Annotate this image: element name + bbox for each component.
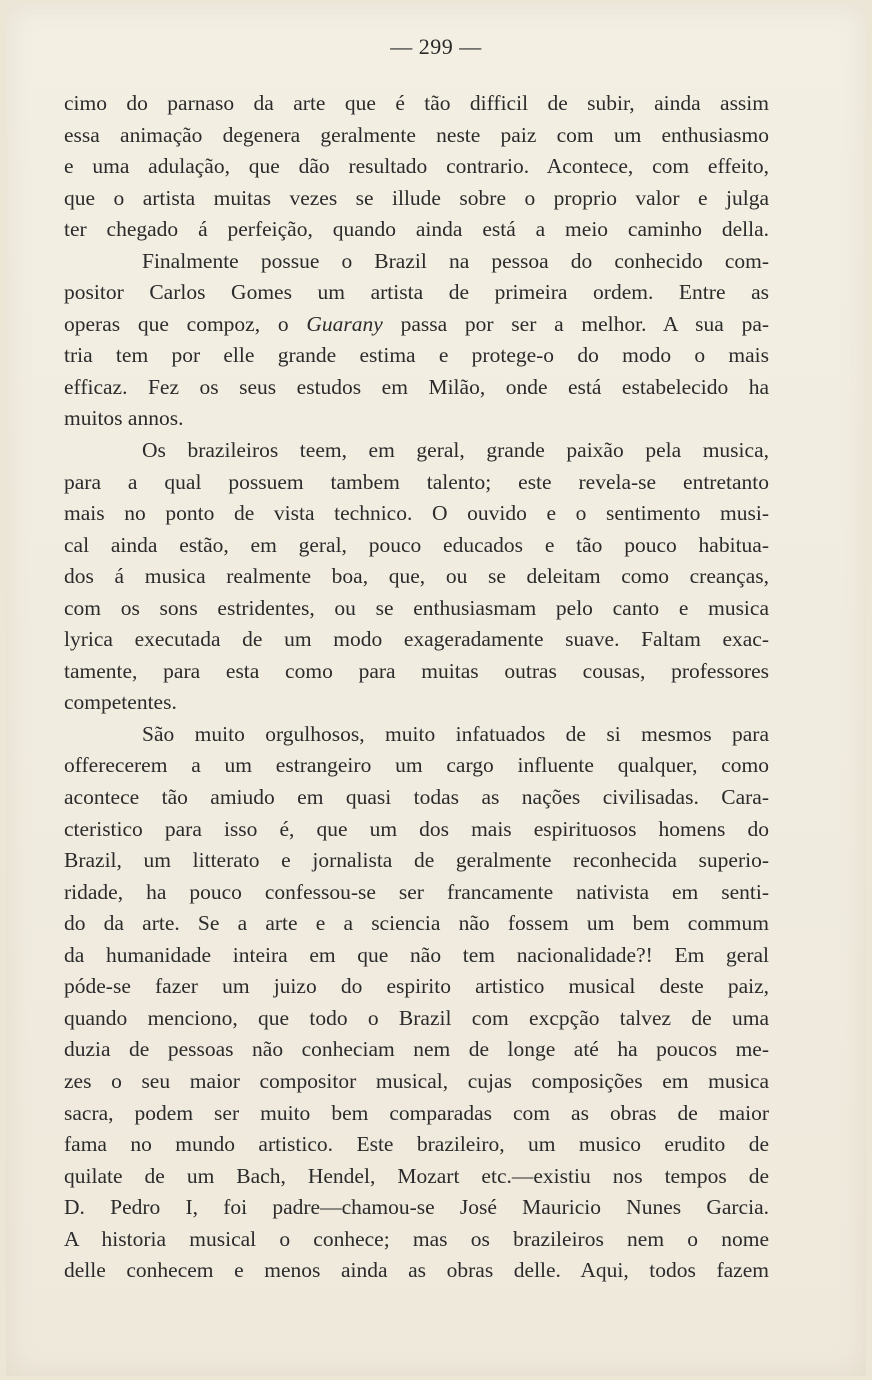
text-line: efficaz. Fez os seus estudos em Milão, onde está estabelecido ha — [64, 374, 769, 399]
text-line: duzia de pessoas não conheciam nem de longe até ha poucos me- — [64, 1037, 769, 1062]
text-line: do da arte. Se a arte e a sciencia não fossem um bem commum — [64, 911, 769, 936]
text-line: que o artista muitas vezes se illude sobre o proprio valor e julga — [64, 185, 769, 210]
text-line: ter chegado á perfeição, quando ainda está a meio caminho della. — [64, 217, 769, 242]
text-line: fama no mundo artistico. Este brazileiro, um musico erudito de — [64, 1132, 769, 1157]
paragraph-start-line: Finalmente possue o Brazil na pessoa do conhecido com- — [142, 248, 769, 273]
text-line: tria tem por elle grande estima e protege-o do modo o mais — [64, 343, 769, 368]
text-line: cal ainda estão, em geral, pouco educados e tão pouco habitua- — [64, 532, 769, 557]
text-line: com os sons estridentes, ou se enthusiasmam pelo canto e musica — [64, 595, 769, 620]
text-line: positor Carlos Gomes um artista de primeira ordem. Entre as — [64, 280, 769, 305]
text-line: e uma adulação, que dão resultado contrario. Acontece, com effeito, — [64, 154, 769, 179]
text-line: zes o seu maior compositor musical, cujas composições em musica — [64, 1068, 769, 1093]
text-line: acontece tão amiudo em quasi todas as nações civilisadas. Cara- — [64, 785, 769, 810]
text-line: dos á musica realmente boa, que, ou se deleitam como creanças, — [64, 564, 769, 589]
text-line: tamente, para esta como para muitas outras cousas, professores — [64, 658, 769, 683]
text-line: Brazil, um litterato e jornalista de geralmente reconhecida superio- — [64, 848, 769, 873]
text-line: póde-se fazer um juizo do espirito artistico musical deste paiz, — [64, 974, 769, 999]
text-segment: operas que compoz, o — [64, 311, 289, 336]
body-text — [64, 88, 769, 1287]
paragraph-start-line: Os brazileiros teem, em geral, grande paixão pela musica, — [142, 438, 769, 463]
paragraph-end-line: competentes. — [64, 690, 177, 715]
text-line: quilate de um Bach, Hendel, Mozart etc.—existiu nos tempos de — [64, 1163, 769, 1188]
text-segment: passa por ser a melhor. A sua pa- — [400, 311, 769, 336]
text-line: quando menciono, que todo o Brazil com excpção talvez de uma — [64, 1005, 769, 1030]
opera-title-italic: Guarany — [306, 311, 383, 336]
text-line: sacra, podem ser muito bem comparadas com as obras de maior — [64, 1100, 769, 1125]
text-line: lyrica executada de um modo exageradamente suave. Faltam exac- — [64, 627, 769, 652]
paragraph-start-line: São muito orgulhosos, muito infatuados de si mesmos para — [142, 721, 769, 746]
text-line: offerecerem a um estrangeiro um cargo influente qualquer, como — [64, 753, 769, 778]
text-line: essa animação degenera geralmente neste paiz com um enthusiasmo — [64, 122, 769, 147]
text-line: cimo do parnaso da arte que é tão difficil de subir, ainda assim — [64, 91, 769, 115]
text-line: para a qual possuem tambem talento; este revela-se entretanto — [64, 469, 769, 494]
text-line: da humanidade inteira em que não tem nacionalidade?! Em geral — [64, 942, 769, 967]
book-page — [6, 4, 866, 1376]
page-number: — 299 — — [390, 34, 482, 59]
text-line: delle conhecem e menos ainda as obras delle. Aqui, todos fazem — [64, 1258, 769, 1283]
text-line: cteristico para isso é, que um dos mais espirituosos homens do — [64, 816, 769, 841]
text-line: mais no ponto de vista technico. O ouvido e o sentimento musi- — [64, 501, 769, 526]
text-line — [64, 309, 769, 341]
text-line: A historia musical o conhece; mas os brazileiros nem o nome — [64, 1226, 769, 1251]
text-line: ridade, ha pouco confessou-se ser francamente nativista em senti- — [64, 879, 769, 904]
text-line: D. Pedro I, foi padre—chamou-se José Mauricio Nunes Garcia. — [64, 1195, 769, 1220]
paragraph-end-line: muitos annos. — [64, 406, 184, 431]
